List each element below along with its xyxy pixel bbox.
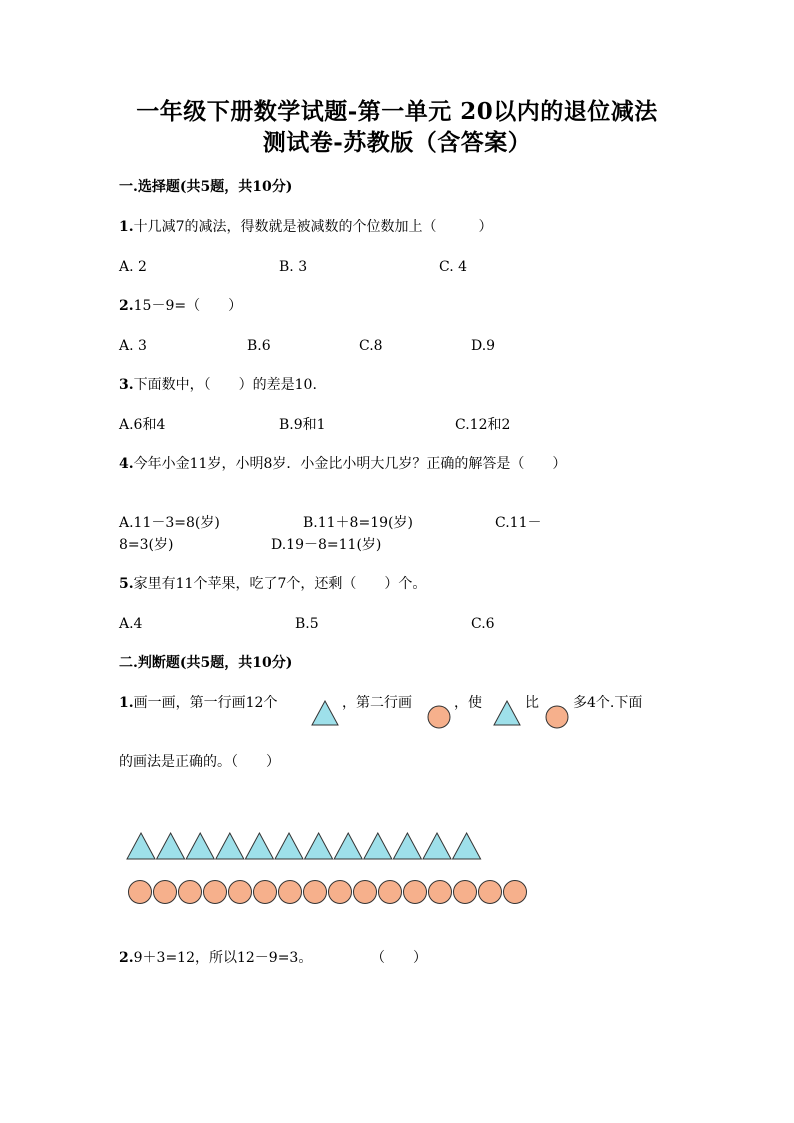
circle-icon — [129, 881, 152, 904]
option-c: C.12和2 — [455, 417, 511, 433]
circle-icon — [479, 881, 502, 904]
judge-q1-text-a — [119, 694, 277, 712]
circle-icon — [304, 881, 327, 904]
circle-icon — [454, 881, 477, 904]
judge-q1-part5: 多4个.下面 — [573, 695, 643, 711]
question-number: 1. — [119, 219, 134, 235]
circle-icon — [229, 881, 252, 904]
option-b: B.11＋8=19(岁) — [303, 515, 413, 531]
option-b: B.5 — [295, 616, 319, 632]
option-d: D.19－8=11(岁) — [271, 537, 382, 553]
page-title-line2: 测试卷-苏教版（含答案） — [262, 129, 532, 156]
circle-icon — [179, 881, 202, 904]
option-c: C. 4 — [439, 259, 468, 275]
judge-q1-part4: 比 — [525, 695, 539, 711]
question-5 — [119, 575, 426, 593]
circle-icon — [279, 881, 302, 904]
triangle-icon — [275, 833, 303, 859]
option-d: D.9 — [471, 338, 496, 354]
circle-icon — [379, 881, 402, 904]
triangle-icon — [393, 833, 421, 859]
option-a: A. 3 — [119, 338, 147, 354]
circle-icon — [254, 881, 277, 904]
triangle-icon — [311, 700, 339, 726]
option-a: A.4 — [119, 616, 143, 632]
question-number: 2. — [119, 298, 134, 314]
question-2 — [119, 297, 242, 315]
option-a: A.6和4 — [119, 417, 166, 433]
triangle-icon — [216, 833, 244, 859]
answer-parentheses: （ ） — [371, 950, 427, 966]
question-text: 9＋3=12，所以12－9=3。 — [133, 950, 313, 966]
option-c: C.8 — [359, 338, 383, 354]
circle-row — [125, 877, 535, 907]
question-3 — [119, 376, 317, 394]
question-text: 15－9=（ ） — [133, 298, 243, 314]
option-b: B.9和1 — [279, 417, 326, 433]
option-a: A.11－3=8(岁) — [119, 515, 220, 531]
judge-q1-part3: ，使 — [454, 695, 482, 711]
circle-icon — [204, 881, 227, 904]
page-title-line1: 一年级下册数学试题-第一单元 20以内的退位减法 — [136, 98, 658, 125]
question-4 — [119, 455, 566, 473]
option-b: B. 3 — [279, 259, 308, 275]
judge-q1-part1: 画一画，第一行画12个 — [133, 695, 278, 711]
circle-icon — [429, 881, 452, 904]
question-number: 1. — [119, 695, 134, 711]
triangle-row — [125, 831, 495, 861]
triangle-icon — [245, 833, 273, 859]
triangle-icon — [334, 833, 362, 859]
triangle-icon — [453, 833, 481, 859]
option-b: B.6 — [247, 338, 271, 354]
judge-q1-line2: 的画法是正确的。（ ） — [119, 754, 280, 770]
option-c: C.11－ — [495, 515, 542, 531]
circle-icon — [329, 881, 352, 904]
judge-question-2 — [119, 949, 312, 967]
triangle-icon — [305, 833, 333, 859]
triangle-icon — [186, 833, 214, 859]
section-heading-judge: 二.判断题(共5题，共10分) — [119, 655, 293, 671]
question-number: 5. — [119, 576, 134, 592]
circle-icon — [545, 705, 569, 729]
circle-icon — [354, 881, 377, 904]
triangle-icon — [127, 833, 155, 859]
question-text: 家里有11个苹果，吃了7个，还剩（ ）个。 — [133, 576, 427, 592]
circle-icon — [427, 705, 451, 729]
question-number: 3. — [119, 377, 134, 393]
question-text: 下面数中，（ ）的差是10. — [133, 377, 317, 393]
question-number: 2. — [119, 950, 134, 966]
option-c-continued: 8=3(岁) — [119, 537, 174, 553]
question-1 — [119, 218, 493, 236]
option-a: A. 2 — [119, 259, 147, 275]
circle-icon — [404, 881, 427, 904]
circle-icon — [504, 881, 527, 904]
circle-icon — [154, 881, 177, 904]
question-text: 今年小金11岁，小明8岁．小金比小明大几岁？正确的解答是（ ） — [133, 456, 567, 472]
section-heading-choice: 一.选择题(共5题，共10分) — [119, 179, 293, 195]
question-text: 十几减7的减法，得数就是被减数的个位数加上（ ） — [133, 219, 493, 235]
triangle-icon — [364, 833, 392, 859]
question-number: 4. — [119, 456, 134, 472]
triangle-icon — [157, 833, 185, 859]
triangle-icon — [493, 700, 521, 726]
option-c: C.6 — [471, 616, 495, 632]
judge-q1-part2: ，第二行画 — [342, 695, 412, 711]
triangle-icon — [423, 833, 451, 859]
